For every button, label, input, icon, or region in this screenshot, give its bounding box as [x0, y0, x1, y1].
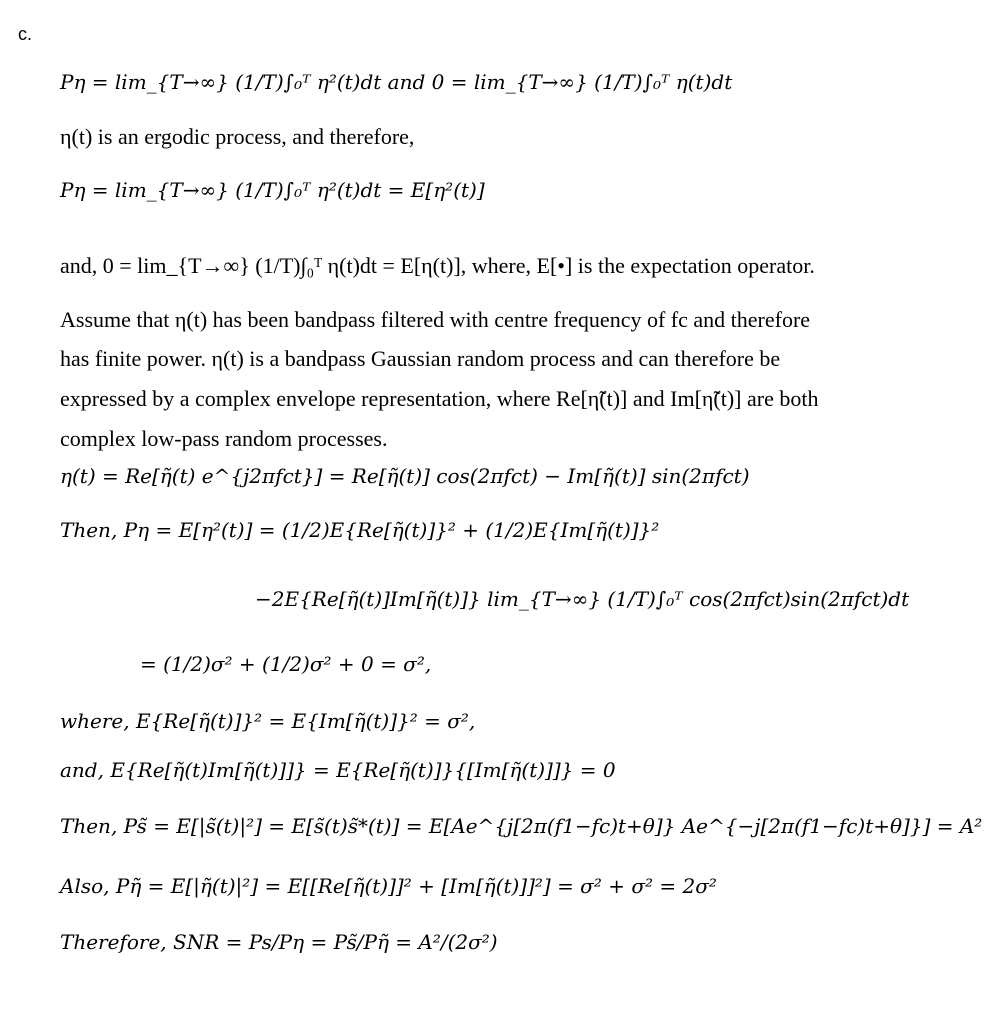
text-ergodic: η(t) is an ergodic process, and therefore,: [60, 124, 415, 149]
equation-complex-envelope: η(t) = Re[η̃(t) e^{j2πfct}] = Re[η̃(t)] cos(2πfct) − Im[η̃(t)] sin(2πfct): [60, 464, 750, 488]
equation-power-definition: Pη = lim_{T→∞} (1/T)∫₀ᵀ η²(t)dt and 0 = lim_{T→∞} (1/T)∫₀ᵀ η(t)dt: [60, 70, 733, 94]
text-mean-expectation: and, 0 = lim_{T→∞} (1/T)∫₀ᵀ η(t)dt = E[η(t)], where, E[•] is the expectation operator.: [60, 253, 815, 278]
text-bandpass-2: has finite power. η(t) is a bandpass Gaussian random process and can therefore be: [60, 346, 781, 371]
equation-signal-power: Then, Ps̃ = E[|s̃(t)|²] = E[s̃(t)s̃*(t)] = E[Ae^{j[2π(f1−fc)t+θ]} Ae^{−j[2π(f1−fc)t+θ]}] = A²: [60, 814, 983, 838]
section-label: c.: [18, 24, 33, 44]
equation-noise-envelope-power: Also, Pη̃ = E[|η̃(t)|²] = E[[Re[η̃(t)]]² + [Im[η̃(t)]]²] = σ² + σ² = 2σ²: [60, 874, 717, 898]
equation-noise-power-1: Then, Pη = E[η²(t)] = (1/2)E{Re[η̃(t)]}² + (1/2)E{Im[η̃(t)]}²: [60, 518, 660, 542]
equation-variance: where, E{Re[η̃(t)]}² = E{Im[η̃(t)]}² = σ²,: [60, 709, 476, 733]
equation-snr: Therefore, SNR = Ps/Pη = Ps̃/Pη̃ = A²/(2σ²): [60, 930, 498, 954]
text-bandpass-1: Assume that η(t) has been bandpass filtered with centre frequency of fc and therefore: [60, 307, 811, 332]
equation-noise-power-3: = (1/2)σ² + (1/2)σ² + 0 = σ²,: [140, 652, 432, 676]
equation-noise-power-2: −2E{Re[η̃(t)]Im[η̃(t)]} lim_{T→∞} (1/T)∫₀ᵀ cos(2πfct)sin(2πfct)dt: [255, 587, 910, 611]
equation-cross-term: and, E{Re[η̃(t)Im[η̃(t)]]} = E{Re[η̃(t)]}{[Im[η̃(t)]]} = 0: [60, 758, 616, 782]
text-bandpass-4: complex low-pass random processes.: [60, 426, 388, 451]
text-bandpass-3: expressed by a complex envelope representation, where Re[η̃(t)] and Im[η̃(t)] are both: [60, 386, 819, 411]
equation-power-expectation: Pη = lim_{T→∞} (1/T)∫₀ᵀ η²(t)dt = E[η²(t)]: [60, 178, 485, 202]
